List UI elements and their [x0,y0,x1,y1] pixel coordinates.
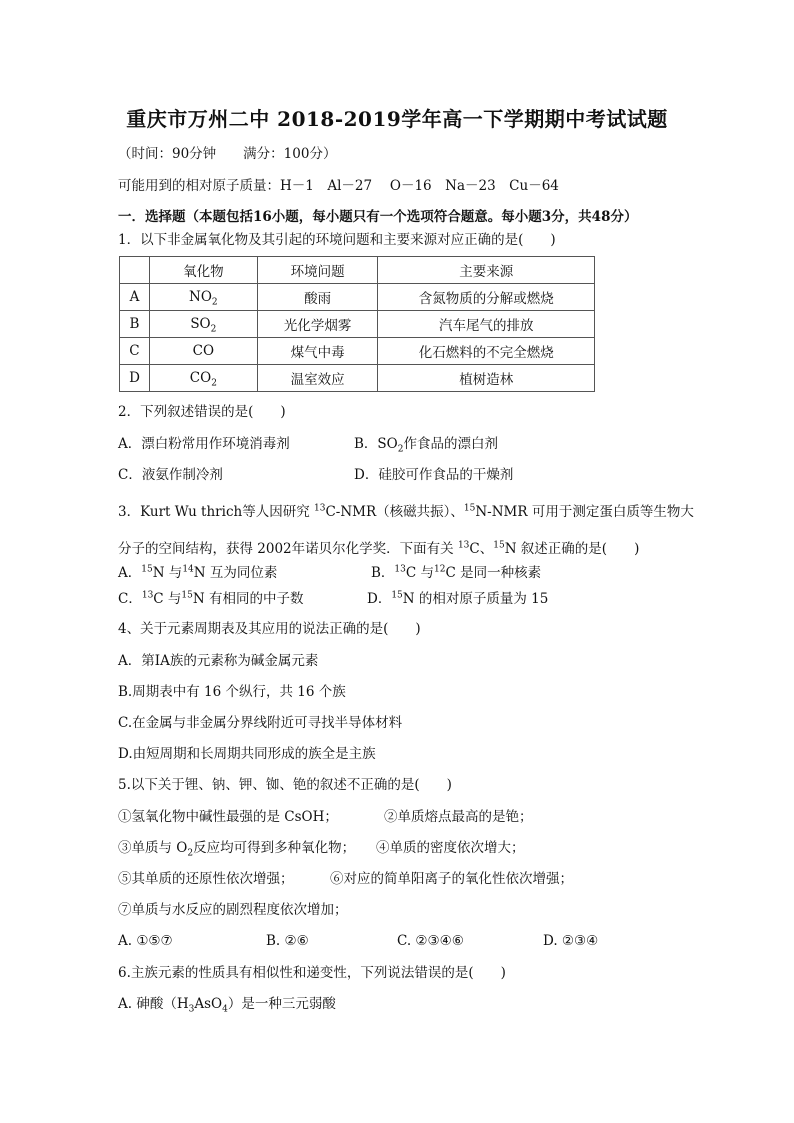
oxide-cell: CO [149,338,257,365]
q5-statement-4: ④单质的密度依次增大； [376,840,525,856]
row-label: A [120,284,150,311]
exam-title: 重庆市万州二中 2018-2019学年高一下学期期中考试试题 [126,107,668,131]
source-cell: 化石燃料的不完全燃烧 [378,338,595,365]
q2-option-b: B．$SO_2$作食品的漂白剂 [354,436,498,455]
table-row [120,338,595,365]
q6-option-a: A. 砷酸$(H_3AsO_4)$是一种三元弱酸 [118,996,336,1015]
q5-statement-6: ⑥对应的简单阳离子的氧化性依次增强； [330,871,573,887]
q5-option-d: D. ②③④ [543,933,599,949]
q3-option-d: D．$^{15}$N 的相对原子质量为 15 [367,590,549,607]
oxide-cell: $NO_2$ [149,284,257,311]
source-cell: 植树造林 [378,365,595,392]
q3-option-c: C．$^{13}$C 与$^{15}$N 有相同的中子数 [118,590,304,607]
q1-stem: 1．以下非金属氧化物及其引起的环境问题和主要来源对应正确的是( ) [118,232,556,248]
q4-option-c: C.在金属与非金属分界线附近可寻找半导体材料 [118,715,403,731]
table-header-cell: 主要来源 [378,257,595,284]
q5-statement-3: ③单质与 $O_2$反应均可得到多种氧化物； [118,840,356,859]
table-row [120,365,595,392]
q4-stem: 4、关于元素周期表及其应用的说法正确的是( ) [118,621,421,637]
problem-cell: 煤气中毒 [257,338,378,365]
q2-stem: 2．下列叙述错误的是( ) [118,404,286,420]
problem-cell: 温室效应 [257,365,378,392]
q3-option-a: A．$^{15}$N 与$^{14}$N 互为同位素 [118,564,278,581]
q4-option-d: D.由短周期和长周期共同形成的族全是主族 [118,746,376,762]
q5-statement-7: ⑦单质与水反应的剧烈程度依次增加； [118,902,348,918]
table-header-cell [120,257,150,284]
section-heading: 一．选择题（本题包括16小题，每小题只有一个选项符合题意。每小题3分，共48分） [118,209,638,225]
problem-cell: 光化学烟雾 [257,311,378,338]
q2-option-a: A．漂白粉常用作环境消毒剂 [118,436,290,452]
q3-option-b: B．$^{13}$C 与$^{12}$C 是同一种核素 [371,564,542,581]
q2-option-c: C．液氨作制冷剂 [118,467,223,483]
q1-table [119,256,595,392]
q5-option-c: C. ②③④⑥ [397,933,464,949]
table-header-cell: 环境问题 [257,257,378,284]
q5-statement-5: ⑤其单质的还原性依次增强； [118,871,294,887]
q6-stem: 6.主族元素的性质具有相似性和递变性，下列说法错误的是( ) [118,965,506,981]
table-row [120,311,595,338]
row-label: C [120,338,150,365]
q5-statement-2: ②单质熔点最高的是铯； [384,809,533,825]
q5-option-a: A. ①⑤⑦ [118,933,173,949]
atomic-masses: 可能用到的相对原子质量：H－1 Al－27 O－16 Na－23 Cu－64 [118,178,559,194]
q3-stem-line2: 分子的空间结构，获得 2002年诺贝尔化学奖．下面有关 $^{13}$C、$^{15}$N 叙述正确的是( ) [118,540,640,557]
exam-time-info: （时间：90分钟 满分：100分） [118,146,337,162]
row-label: B [120,311,150,338]
source-cell: 含氮物质的分解或燃烧 [378,284,595,311]
source-cell: 汽车尾气的排放 [378,311,595,338]
q5-option-b: B. ②⑥ [266,933,309,949]
q3-stem-line1: 3．Kurt Wu thrich等人因研究 $^{13}$C-NMR（核磁共振）、$^{15}$N-NMR 可用于测定蛋白质等生物大 [118,503,694,520]
oxide-cell: $CO_2$ [149,365,257,392]
row-label: D [120,365,150,392]
q5-stem: 5.以下关于锂、钠、钾、铷、铯的叙述不正确的是( ) [118,777,452,793]
q2-option-d: D．硅胶可作食品的干燥剂 [354,467,514,483]
problem-cell: 酸雨 [257,284,378,311]
table-header-cell: 氧化物 [149,257,257,284]
oxide-cell: $SO_2$ [149,311,257,338]
table-row [120,284,595,311]
q4-option-b: B.周期表中有 16 个纵行，共 16 个族 [118,684,346,700]
q4-option-a: A．第ⅠA族的元素称为碱金属元素 [118,653,319,669]
table-header-row [120,257,595,284]
q5-statement-1: ①氢氧化物中碱性最强的是 CsOH； [118,809,338,825]
